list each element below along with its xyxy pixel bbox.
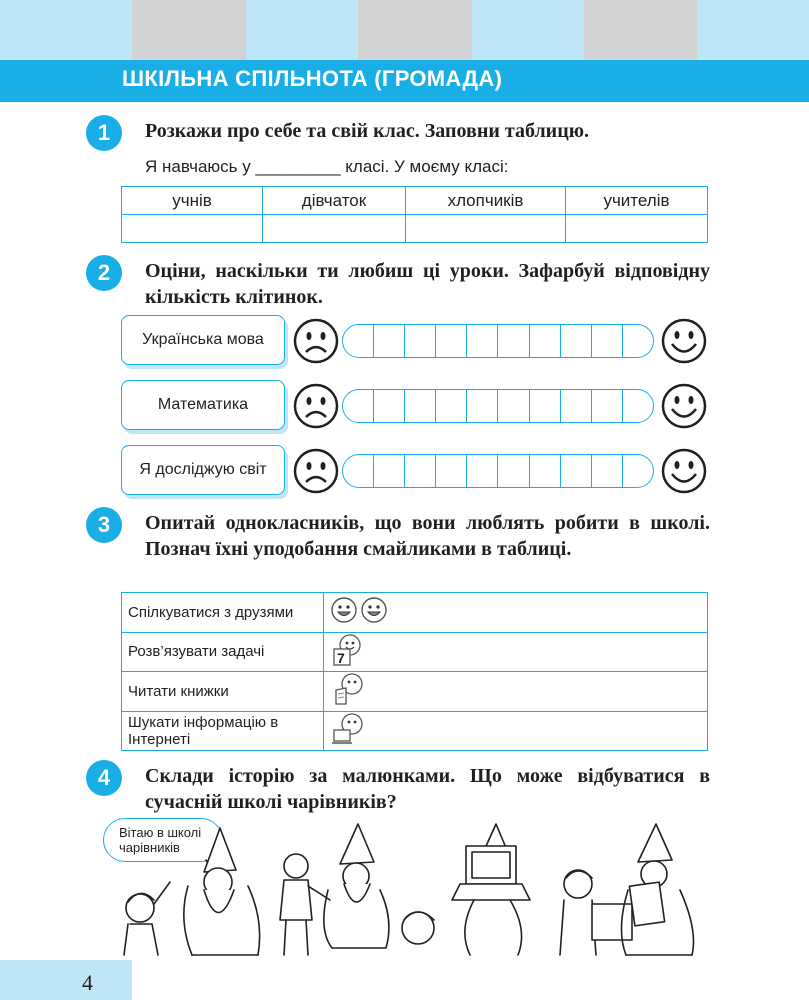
page-title: ШКІЛЬНА СПІЛЬНОТА (ГРОМАДА) — [122, 66, 503, 91]
task-number-2: 2 — [86, 255, 122, 291]
rating-cell[interactable] — [374, 325, 405, 357]
rating-cell[interactable] — [436, 390, 467, 422]
task-number-4: 4 — [86, 760, 122, 796]
smiley-number-icon — [330, 633, 370, 667]
preferences-table — [121, 592, 708, 751]
rating-cell[interactable] — [405, 455, 436, 487]
rating-cell[interactable] — [374, 390, 405, 422]
rating-cell[interactable] — [530, 390, 561, 422]
rating-scale-math[interactable] — [342, 389, 654, 423]
page-number: 4 — [82, 970, 93, 995]
rating-cell[interactable] — [467, 325, 498, 357]
cell-girls[interactable] — [263, 215, 406, 243]
rating-scale-ukrainian[interactable] — [342, 324, 654, 358]
rating-cell[interactable] — [592, 325, 623, 357]
row-label-books: Читати книжки — [122, 672, 324, 712]
sad-face-icon — [292, 447, 340, 495]
rating-cell[interactable] — [623, 455, 653, 487]
rating-cell[interactable] — [623, 325, 653, 357]
cell-boys[interactable] — [406, 215, 566, 243]
rating-cell[interactable] — [530, 325, 561, 357]
row-cell-friends[interactable] — [324, 593, 708, 633]
page-number-box — [0, 960, 132, 1000]
rating-cell[interactable] — [343, 325, 374, 357]
row-label-problems: Розв’язувати задачі — [122, 632, 324, 672]
rating-cell[interactable] — [561, 390, 592, 422]
rating-cell[interactable] — [623, 390, 653, 422]
cell-teachers[interactable] — [566, 215, 708, 243]
wizard-school-illustration — [118, 820, 708, 960]
rating-cell[interactable] — [498, 390, 529, 422]
top-stripes — [0, 0, 809, 60]
header-students: учнів — [122, 187, 263, 215]
smiley-computer-icon — [330, 712, 370, 746]
sad-face-icon — [292, 317, 340, 365]
rating-cell[interactable] — [498, 325, 529, 357]
rating-cell[interactable] — [467, 455, 498, 487]
task-number-1: 1 — [86, 115, 122, 151]
rating-cell[interactable] — [561, 455, 592, 487]
rating-cell[interactable] — [405, 325, 436, 357]
rating-cell[interactable] — [436, 455, 467, 487]
rating-cell[interactable] — [498, 455, 529, 487]
rating-cell[interactable] — [436, 325, 467, 357]
rating-cell[interactable] — [561, 325, 592, 357]
task-number-3: 3 — [86, 507, 122, 543]
row-cell-problems[interactable] — [324, 632, 708, 672]
subject-math: Математика — [121, 380, 285, 430]
happy-face-icon — [660, 317, 708, 365]
rating-cell[interactable] — [530, 455, 561, 487]
header-teachers: учителів — [566, 187, 708, 215]
task1-sentence: Я навчаюсь у _________ класі. У моєму класі: — [145, 157, 509, 176]
happy-face-icon — [660, 447, 708, 495]
smiley-pair-icon — [330, 595, 390, 625]
smiley-book-icon — [330, 672, 370, 706]
number-seven: 7 — [337, 649, 345, 666]
rating-cell[interactable] — [592, 455, 623, 487]
row-cell-internet[interactable] — [324, 711, 708, 751]
subject-science: Я досліджую світ — [121, 445, 285, 495]
sad-face-icon — [292, 382, 340, 430]
cell-students[interactable] — [122, 215, 263, 243]
row-label-friends: Спілкуватися з друзями — [122, 593, 324, 633]
rating-cell[interactable] — [374, 455, 405, 487]
rating-cell[interactable] — [467, 390, 498, 422]
happy-face-icon — [660, 382, 708, 430]
task3-text: Опитай однокласників, що вони люблять робити в школі. Познач їхні уподобання смайликами в таблиці. — [145, 512, 710, 560]
rating-cell[interactable] — [343, 390, 374, 422]
task1-text: Розкажи про себе та свій клас. Заповни таблицю. — [145, 120, 589, 142]
rating-cell[interactable] — [592, 390, 623, 422]
header-boys: хлопчиків — [406, 187, 566, 215]
row-label-internet: Шукати інформацію в Інтернеті — [122, 711, 324, 751]
rating-scale-science[interactable] — [342, 454, 654, 488]
class-table — [121, 186, 708, 243]
rating-cell[interactable] — [343, 455, 374, 487]
header-girls: дівчаток — [263, 187, 406, 215]
subject-ukrainian: Українська мова — [121, 315, 285, 365]
speech-bubble-text: Вітаю в школі чарівників — [119, 825, 202, 855]
task4-text: Склади історію за малюнками. Що може відбуватися в сучасній школі чарівників? — [145, 765, 710, 813]
rating-cell[interactable] — [405, 390, 436, 422]
row-cell-books[interactable] — [324, 672, 708, 712]
task2-text: Оціни, наскільки ти любиш ці уроки. Зафарбуй відповідну кількість клітинок. — [145, 260, 710, 308]
